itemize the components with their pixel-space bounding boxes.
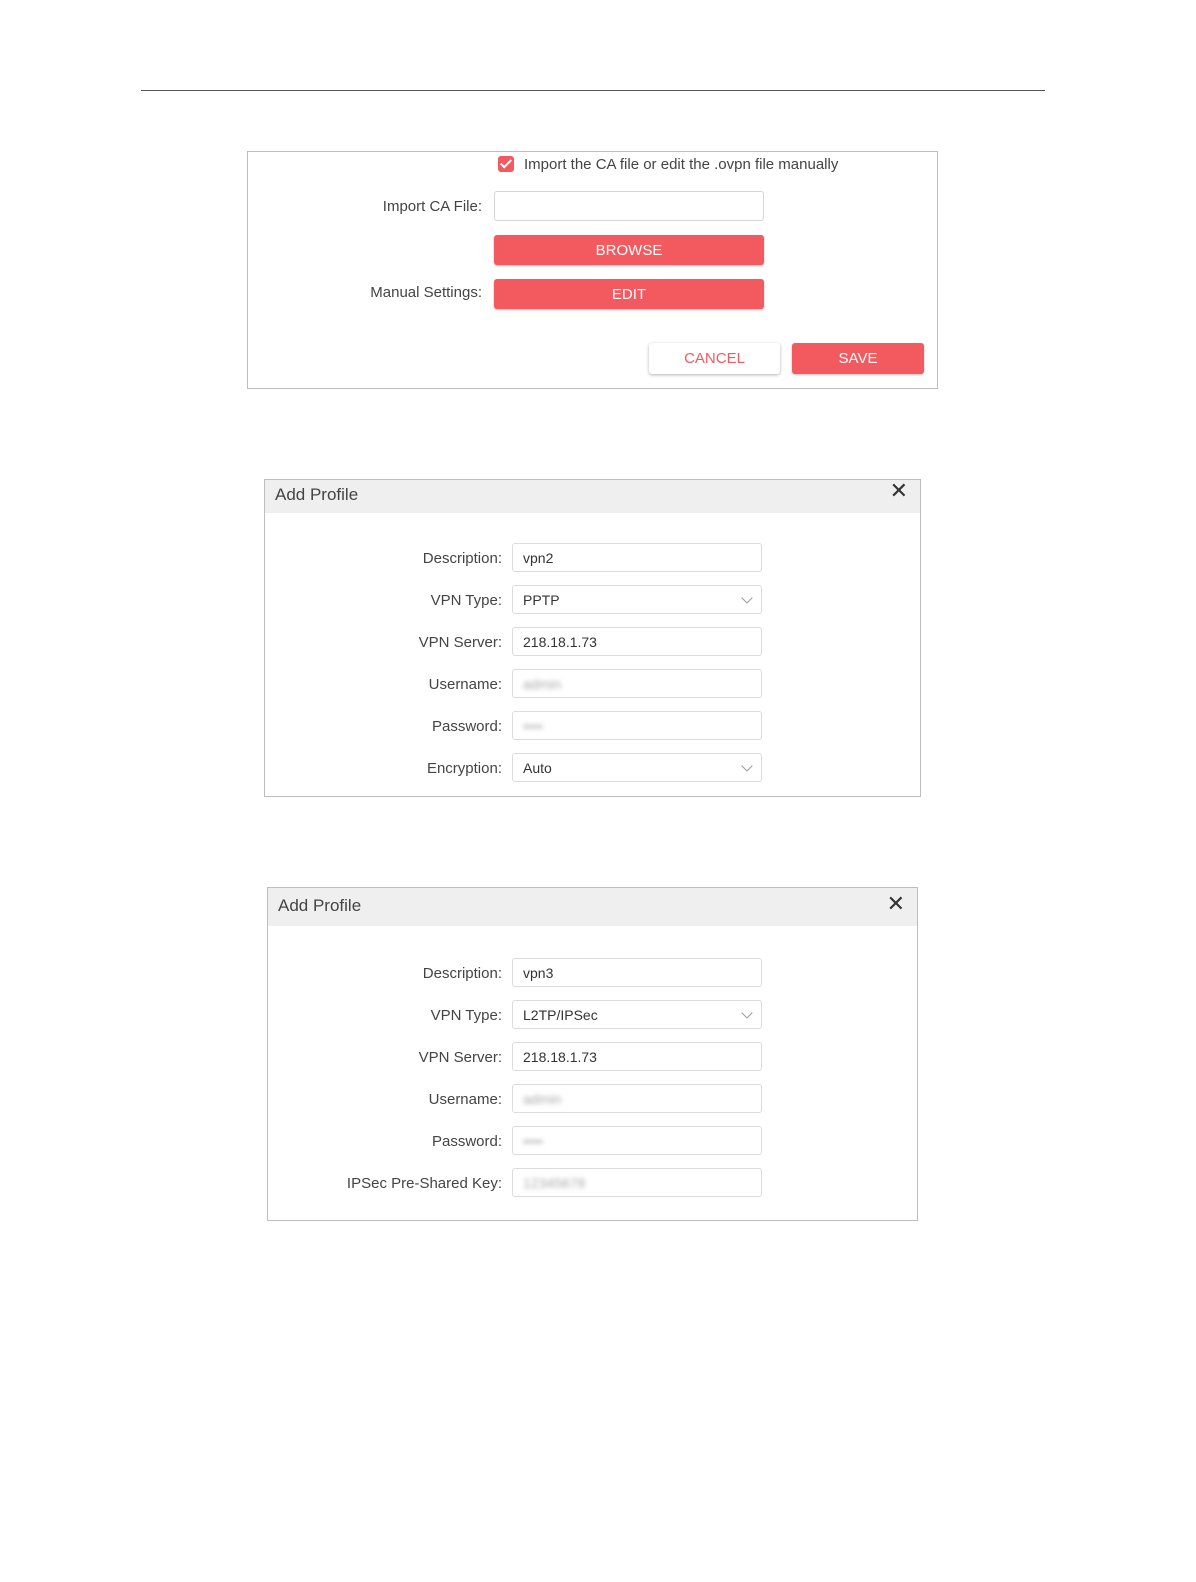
encryption-select[interactable] — [512, 753, 762, 782]
edit-button[interactable]: EDIT — [494, 279, 764, 309]
save-button[interactable]: SAVE — [792, 343, 924, 374]
vpn-server-value: 218.18.1.73 — [523, 633, 597, 650]
description-label: Description: — [422, 965, 502, 982]
dialog-title: Add Profile — [278, 896, 362, 915]
vpn-type-value: L2TP/IPSec — [523, 1006, 598, 1023]
password-input[interactable] — [512, 711, 762, 740]
manual-settings-label: Manual Settings: — [370, 284, 482, 301]
import-manual-checkbox-row[interactable] — [498, 154, 838, 174]
dialog-header — [268, 888, 917, 926]
username-input[interactable] — [512, 1084, 762, 1113]
username-value: admin — [523, 675, 562, 692]
ca-import-panel — [247, 151, 938, 389]
description-value: vpn2 — [523, 549, 554, 566]
chevron-down-icon — [741, 760, 752, 771]
username-label: Username: — [428, 1091, 502, 1108]
ipsec-psk-value: 12345678 — [523, 1174, 586, 1191]
chevron-down-icon — [741, 1007, 752, 1018]
password-label: Password: — [431, 718, 502, 735]
username-label: Username: — [428, 676, 502, 693]
close-icon[interactable]: ✕ — [886, 891, 905, 916]
vpn-type-select[interactable] — [512, 1000, 762, 1029]
import-ca-file-input[interactable] — [494, 191, 764, 221]
encryption-value: Auto — [523, 759, 552, 776]
close-icon[interactable]: ✕ — [889, 478, 908, 503]
description-input[interactable] — [512, 543, 762, 572]
encryption-label: Encryption: — [426, 760, 502, 777]
add-profile-l2tp-dialog — [267, 887, 918, 1221]
vpn-type-value: PPTP — [523, 591, 560, 608]
ipsec-psk-label: IPSec Pre-Shared Key: — [346, 1175, 502, 1192]
ipsec-psk-input[interactable] — [512, 1168, 762, 1197]
vpn-type-select[interactable] — [512, 585, 762, 614]
dialog-title: Add Profile — [275, 485, 359, 504]
password-label: Password: — [431, 1133, 502, 1150]
vpn-server-label: VPN Server: — [418, 1049, 502, 1066]
vpn-server-value: 218.18.1.73 — [523, 1048, 597, 1065]
dialog-header — [265, 480, 920, 513]
description-input[interactable] — [512, 958, 762, 987]
add-profile-pptp-dialog — [264, 479, 921, 797]
username-value: admin — [523, 1090, 562, 1107]
username-input[interactable] — [512, 669, 762, 698]
import-ca-file-label: Import CA File: — [382, 198, 482, 215]
password-value: •••• — [523, 1132, 543, 1149]
page-top-rule — [141, 90, 1045, 91]
password-value: •••• — [523, 717, 543, 734]
import-manual-checkbox-label: Import the CA file or edit the .ovpn file manually — [524, 155, 839, 173]
description-label: Description: — [422, 550, 502, 567]
checkbox-checked-icon[interactable] — [498, 156, 514, 172]
vpn-server-input[interactable] — [512, 627, 762, 656]
password-input[interactable] — [512, 1126, 762, 1155]
vpn-server-input[interactable] — [512, 1042, 762, 1071]
vpn-server-label: VPN Server: — [418, 634, 502, 651]
browse-button[interactable]: BROWSE — [494, 235, 764, 265]
cancel-button[interactable]: CANCEL — [649, 343, 780, 374]
chevron-down-icon — [741, 592, 752, 603]
vpn-type-label: VPN Type: — [430, 1007, 502, 1024]
description-value: vpn3 — [523, 964, 554, 981]
vpn-type-label: VPN Type: — [430, 592, 502, 609]
